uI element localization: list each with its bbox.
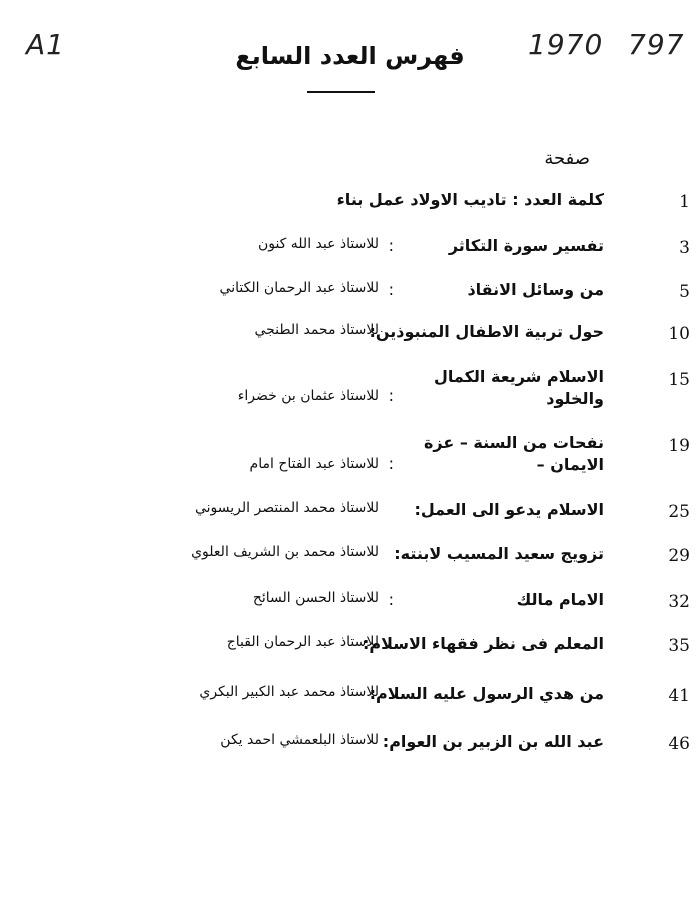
- toc-page-number: 1: [679, 192, 690, 212]
- toc-page-number: 35: [668, 636, 690, 656]
- toc-author: للاستاذ عبد الفتاح امام: [249, 456, 379, 472]
- toc-page-number: 19: [668, 436, 690, 456]
- toc-author: للاستاذ محمد عبد الكبير البكري: [199, 684, 379, 700]
- toc-separator: :: [388, 280, 394, 299]
- toc-author: للاستاذ عبد الرحمان الكتاني: [219, 280, 379, 296]
- toc-author: للاستاذ عبد الرحمان القباج: [226, 634, 379, 650]
- toc-title: عبد الله بن الزبير بن العوام:: [382, 732, 604, 751]
- toc-title: الامام مالك: [516, 590, 604, 609]
- toc-author: للاستاذ عثمان بن خضراء: [237, 388, 379, 404]
- toc-page-number: 10: [668, 324, 690, 344]
- page-column-label: صفحة: [544, 148, 590, 169]
- toc-title-line2: والخلود: [546, 389, 604, 408]
- toc-page-number: 46: [668, 734, 690, 754]
- handwritten-reference-number: 797: [628, 28, 685, 61]
- toc-title-line2: الايمان –: [536, 455, 604, 474]
- handwritten-year: 1970: [528, 28, 604, 61]
- toc-title-line1: نفحات من السنة – عزة: [423, 433, 604, 452]
- toc-title: كلمة العدد : تاديب الاولاد عمل بناء: [336, 190, 604, 209]
- toc-separator: :: [388, 386, 394, 405]
- toc-title: الاسلام يدعو الى العمل:: [414, 500, 604, 519]
- toc-page-number: 41: [668, 686, 690, 706]
- toc-page-number: 32: [668, 592, 690, 612]
- toc-title: تزويج سعيد المسيب لابنته:: [394, 544, 604, 563]
- toc-page-number: 29: [668, 546, 690, 566]
- toc-title-line1: الاسلام شريعة الكمال: [434, 367, 604, 386]
- toc-separator: :: [388, 454, 394, 473]
- toc-page-number: 15: [668, 370, 690, 390]
- title-underline: [307, 91, 375, 93]
- toc-author: للاستاذ الحسن السائح: [252, 590, 379, 606]
- toc-author: للاستاذ عبد الله كنون: [257, 236, 379, 252]
- page-title: فهرس العدد السابع: [235, 42, 465, 70]
- toc-title: تفسير سورة التكاثر: [448, 236, 604, 255]
- toc-title: من هدي الرسول عليه السلام:: [369, 684, 604, 703]
- toc-page-number: 25: [668, 502, 690, 522]
- toc-title: حول تربية الاطفال المنبوذين:: [369, 322, 604, 341]
- toc-author: للاستاذ محمد بن الشريف العلوي: [191, 544, 379, 560]
- toc-page-number: 5: [679, 282, 690, 302]
- toc-page-number: 3: [679, 238, 690, 258]
- toc-author: للاستاذ محمد المنتصر الريسوني: [194, 500, 379, 516]
- toc-author: للاستاذ محمد الطنجي: [254, 322, 379, 338]
- toc-title: من وسائل الانقاذ: [467, 280, 604, 299]
- toc-title: المعلم فى نظر فقهاء الاسلام:: [363, 634, 604, 653]
- toc-separator: :: [388, 236, 394, 255]
- handwritten-reference-left: A1: [26, 28, 65, 61]
- toc-author: للاستاذ البلعمشي احمد يكن: [220, 732, 379, 748]
- toc-separator: :: [388, 590, 394, 609]
